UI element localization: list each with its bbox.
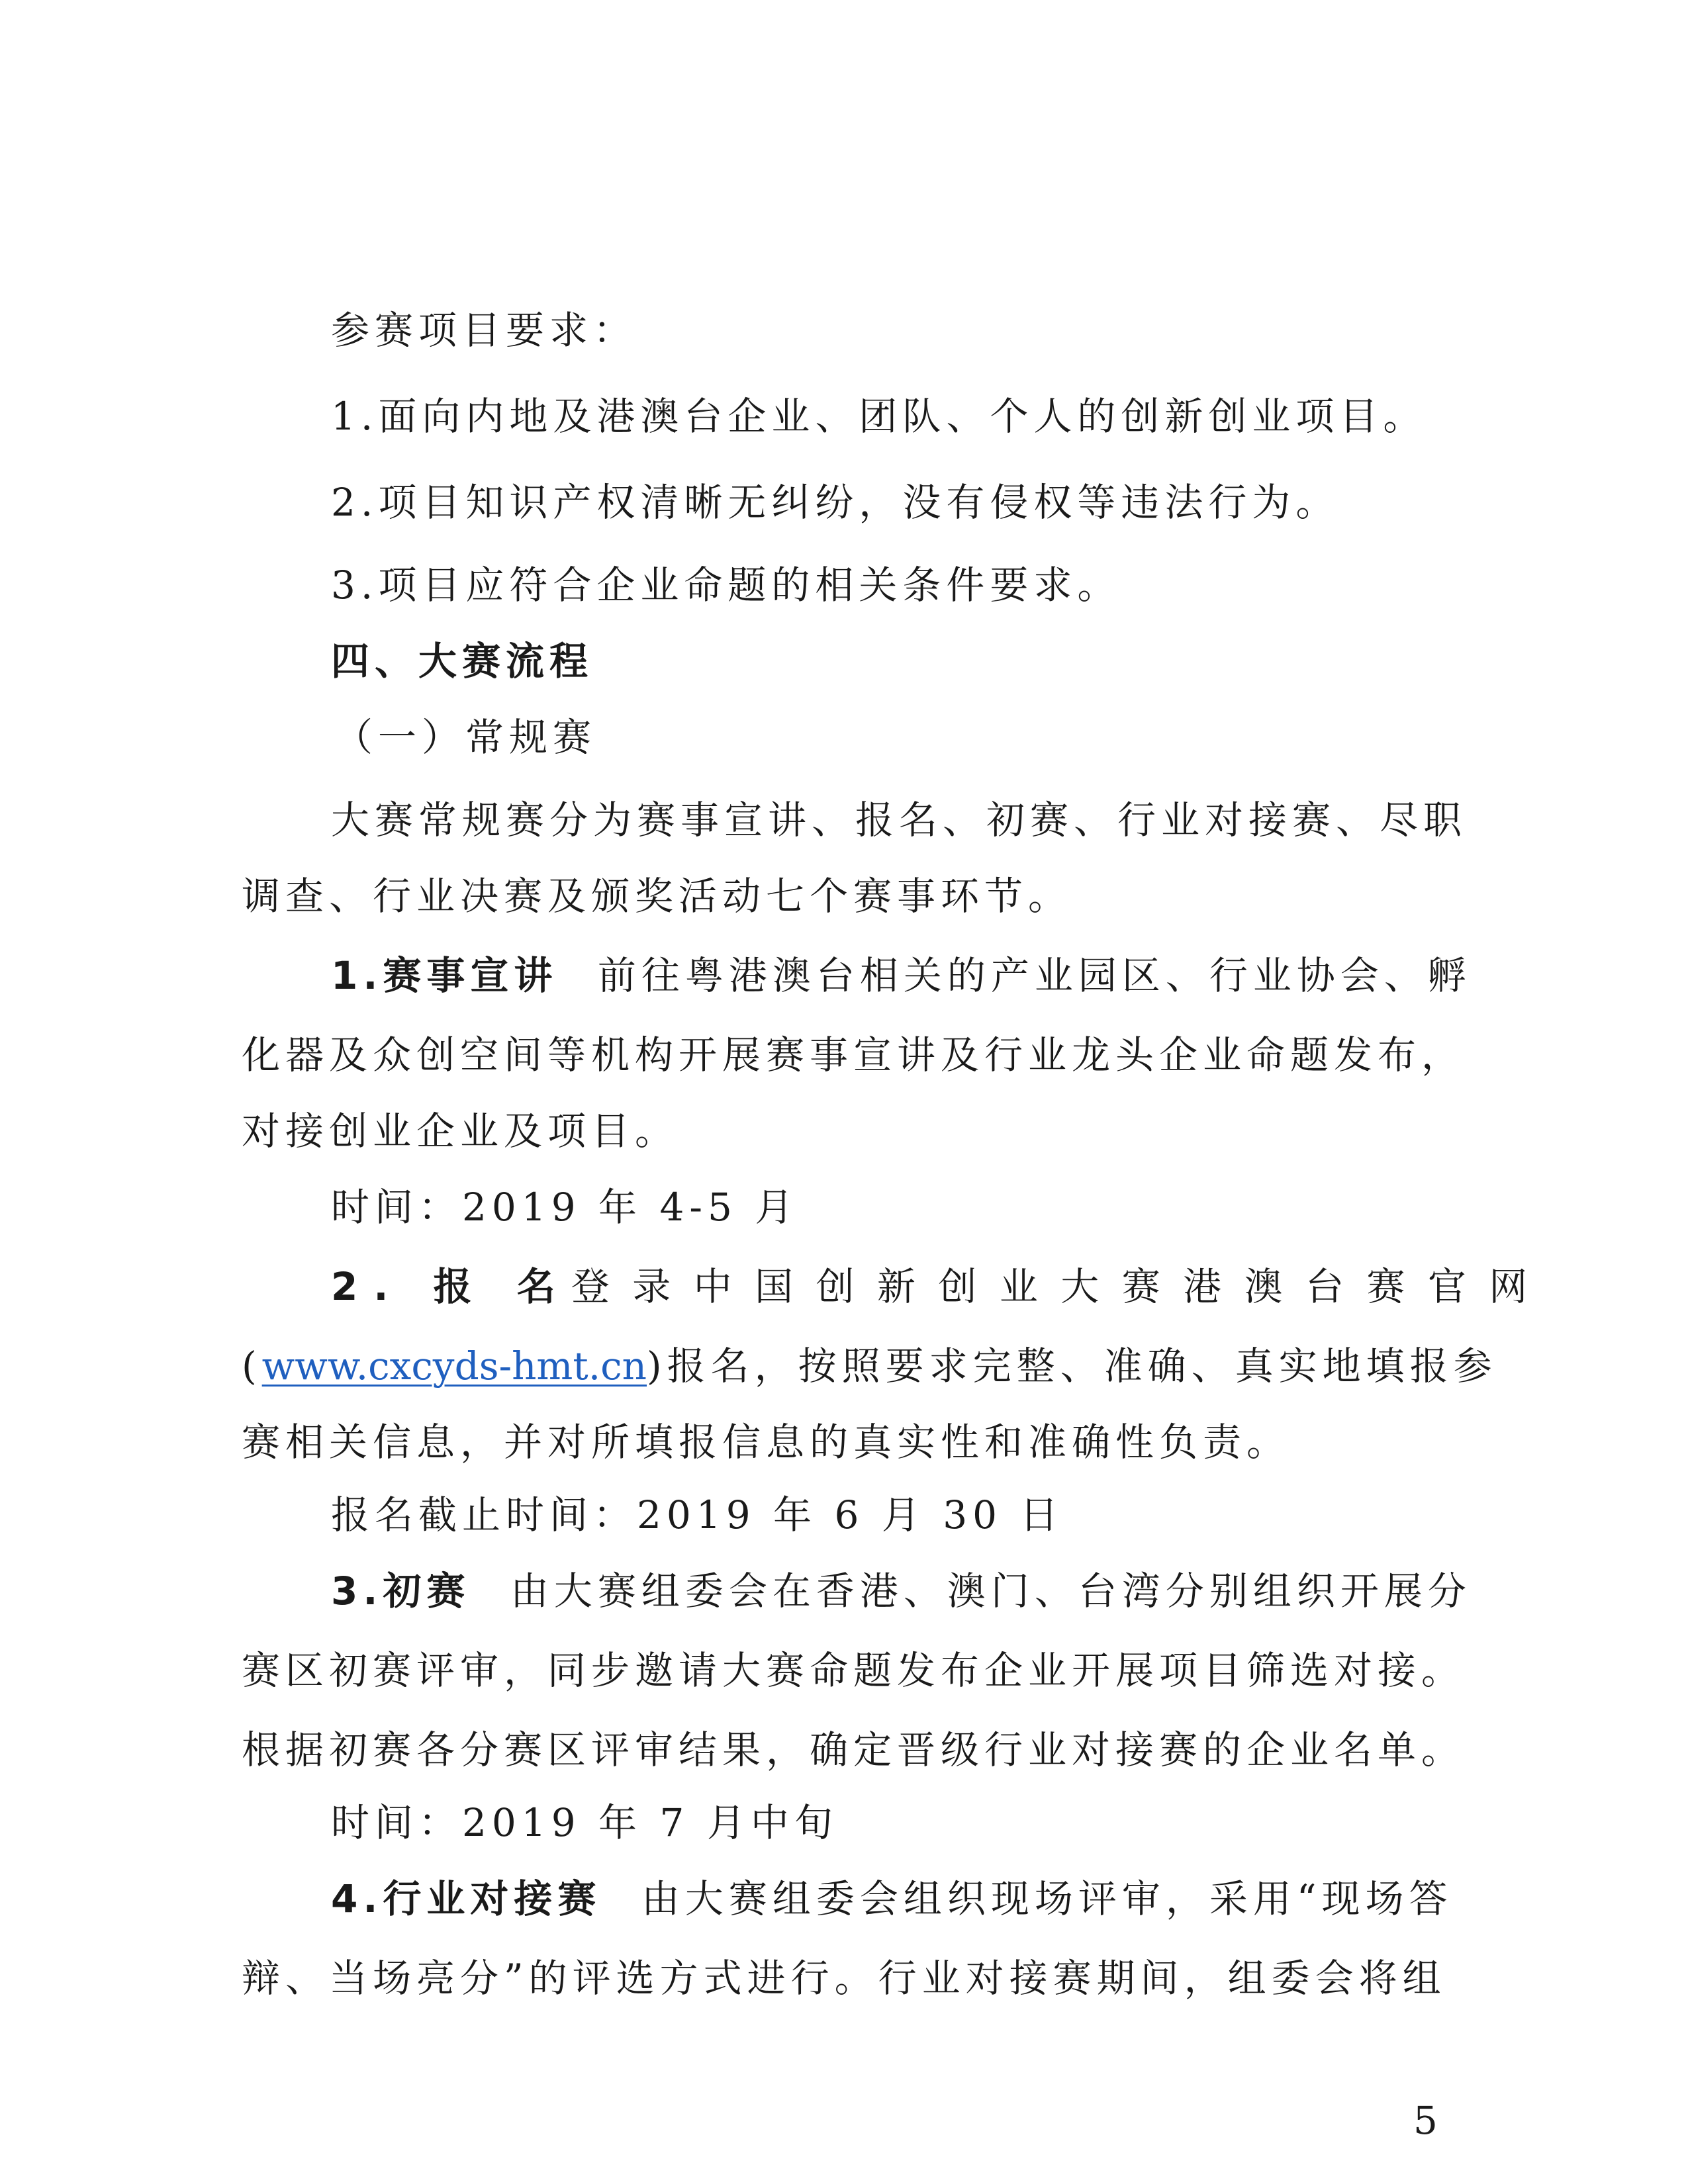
step-3-line-2: 赛区初赛评审，同步邀请大赛命题发布企业开展项目筛选对接。 <box>242 1648 1466 1693</box>
step-4-text: 由大赛组委会组织现场评审，采用“现场答 <box>641 1876 1453 1921</box>
step-2-title: 2. 报 名 <box>331 1264 571 1309</box>
step-4-title: 4.行业对接赛 <box>331 1876 602 1921</box>
step-3-line-3: 根据初赛各分赛区评审结果，确定晋级行业对接赛的企业名单。 <box>242 1727 1466 1772</box>
regular-intro-line-2: 调查、行业决赛及颁奖活动七个赛事环节。 <box>242 874 1072 919</box>
step-4-line-1 <box>331 1876 1453 1921</box>
requirement-item-1: 1.面向内地及港澳台企业、团队、个人的创新创业项目。 <box>331 394 1427 439</box>
step-2-line-2-rest: )报名，按照要求完整、准确、真实地填报参 <box>647 1343 1497 1388</box>
section-4-heading: 四、大赛流程 <box>331 639 594 684</box>
regular-heading: （一）常规赛 <box>334 715 597 760</box>
step-1-line-1 <box>331 953 1472 998</box>
requirement-item-2: 2.项目知识产权清晰无纠纷，没有侵权等违法行为。 <box>331 480 1340 525</box>
step-1-title: 1.赛事宣讲 <box>331 953 558 998</box>
step-3-title: 3.初赛 <box>331 1569 471 1614</box>
step-4-line-2: 辩、当场亮分”的评选方式进行。行业对接赛期间，组委会将组 <box>242 1956 1446 2001</box>
step-3-text: 由大赛组委会在香港、澳门、台湾分别组织开展分 <box>510 1569 1472 1614</box>
page-number: 5 <box>1413 2098 1438 2143</box>
step-1-text: 前往粤港澳台相关的产业园区、行业协会、孵 <box>597 953 1472 998</box>
regular-intro-line-1: 大赛常规赛分为赛事宣讲、报名、初赛、行业对接赛、尽职 <box>331 797 1468 842</box>
official-website-link[interactable]: www.cxcyds-hmt.cn <box>261 1343 647 1388</box>
step-1-line-2: 化器及众创空间等机构开展赛事宣讲及行业龙头企业命题发布， <box>242 1032 1466 1077</box>
step-1-time: 时间：2019 年 4-5 月 <box>331 1185 799 1230</box>
step-2-deadline: 报名截止时间：2019 年 6 月 30 日 <box>331 1492 1064 1537</box>
requirement-item-3: 3.项目应符合企业命题的相关条件要求。 <box>331 563 1121 608</box>
requirements-heading: 参赛项目要求： <box>331 308 637 353</box>
step-2-line-2 <box>242 1343 1497 1388</box>
step-3-time: 时间：2019 年 7 月中旬 <box>331 1800 838 1845</box>
step-2-line-3: 赛相关信息，并对所填报信息的真实性和准确性负责。 <box>242 1420 1291 1465</box>
url-paren-open: ( <box>242 1343 262 1388</box>
step-1-line-3: 对接创业企业及项目。 <box>242 1109 679 1154</box>
step-3-line-1 <box>331 1569 1472 1614</box>
step-2-text: 登 录 中 国 创 新 创 业 大 赛 港 澳 台 赛 官 网 <box>571 1264 1533 1309</box>
step-2-line-1 <box>331 1264 1533 1309</box>
